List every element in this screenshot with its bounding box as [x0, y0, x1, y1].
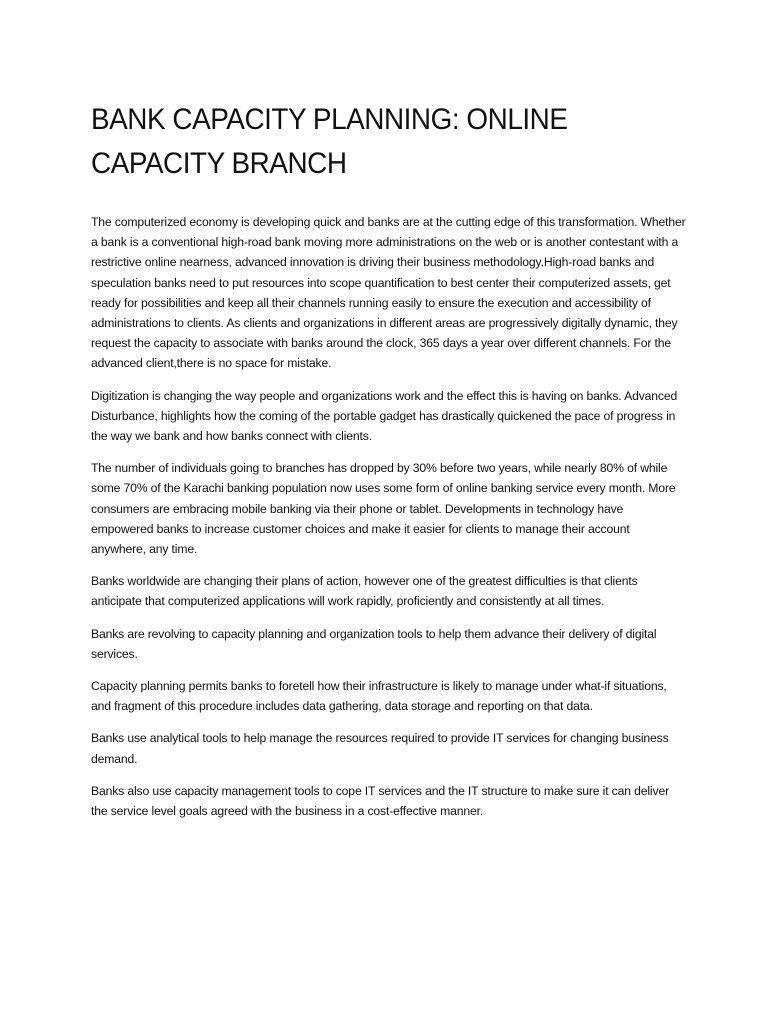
- paragraph-2: Digitization is changing the way people and organizations work and the effect this is having on banks. Advanced Disturbance, highlights how the coming of the portable gadget has drastically quickened the pace of progress in the way we bank and how banks connect with clients.: [91, 388, 678, 444]
- paragraph-5: Banks are revolving to capacity planning and organization tools to help them advance their delivery of digital services.: [91, 626, 657, 661]
- document-body: [91, 212, 686, 833]
- paragraph-4: Banks worldwide are changing their plans of action, however one of the greatest difficulties is that clients anticipate that computerized applications will work rapidly, proficiently and consistently at all times.: [91, 574, 638, 609]
- paragraph-8: Banks also use capacity management tools to cope IT services and the IT structure to make sure it can deliver the service level goals agreed with the business in a cost-effective manner.: [91, 783, 669, 819]
- paragraph-6: Capacity planning permits banks to foretell how their infrastructure is likely to manage under what-if situations, and fragment of this procedure includes data gathering, data storage and reporting on that data.: [91, 679, 667, 714]
- document-title: BANK CAPACITY PLANNING: ONLINE CAPACITY BRANCH: [91, 103, 568, 180]
- paragraph-7: Banks use analytical tools to help manage the resources required to provide IT services for changing business demand.: [91, 731, 669, 766]
- paragraph-1: The computerized economy is developing quick and banks are at the cutting edge of this transformation. Whether a bank is a conventional high-road bank moving more administrations on the web or is another contestant with a restrictive online nearness, advanced innovation is driving their business methodology.High-road banks and speculation banks need to put resources into scope quantification to best center their computerized assets, get ready for possibilities and keep all their channels running easily to ensure the execution and accessibility of administrations to clients. As clients and organizations in different areas are progressively digitally dynamic, they request the capacity to associate with banks around the clock, 365 days a year over different channels. For the advanced client,there is no space for mistake.: [91, 215, 686, 371]
- paragraph-3: The number of individuals going to branches has dropped by 30% before two years, while nearly 80% of while some 70% of the Karachi banking population now uses some form of online banking service every month. More consumers are embracing mobile banking via their phone or tablet. Developments in technology have empowered banks to increase customer choices and make it easier for clients to manage their account anywhere, any time.: [91, 461, 676, 557]
